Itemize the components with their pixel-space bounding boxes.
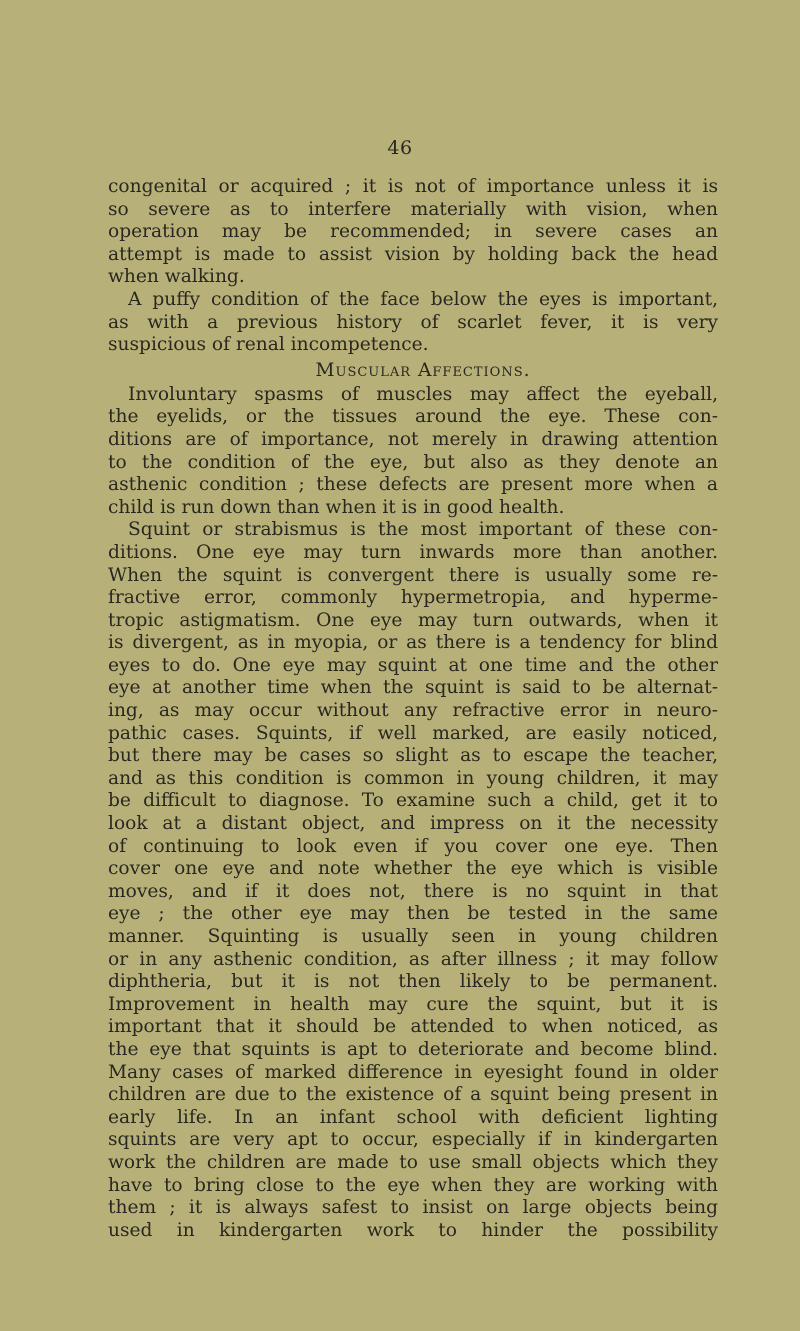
text-line: of continuing to look even if you cover one eye. Then: [108, 835, 718, 857]
text-line: is divergent, as in myopia, or as there is a tendency for blind: [108, 632, 718, 654]
text-line: eye at another time when the squint is said to be alternat-: [108, 677, 718, 699]
text-line: attempt is made to assist vision by holding back the head: [108, 243, 718, 265]
text-line: as with a previous history of scarlet fever, it is very: [108, 311, 718, 333]
text-line: or in any asthenic condition, as after illness ; it may follow: [108, 948, 718, 970]
text-line: moves, and if it does not, there is no squint in that: [108, 880, 718, 902]
text-line: ing, as may occur without any refractive error in neuro-: [108, 700, 718, 722]
text-line: ditions are of importance, not merely in drawing attention: [108, 428, 718, 450]
text-line: when walking.: [108, 266, 245, 288]
text-line: work the children are made to use small objects which they: [108, 1151, 718, 1173]
text-line: ditions. One eye may turn inwards more than another.: [108, 541, 718, 563]
text-line: be difficult to diagnose. To examine such a child, get it to: [108, 790, 718, 812]
paragraph-4: [108, 519, 718, 1242]
text-line: the eye that squints is apt to deteriorate and become blind.: [108, 1038, 718, 1060]
text-line: but there may be cases so slight as to escape the teacher,: [108, 745, 718, 767]
text-line: look at a distant object, and impress on it the necessity: [108, 813, 718, 835]
text-line: important that it should be attended to when noticed, as: [108, 1016, 718, 1038]
text-line: A puffy condition of the face below the eyes is important,: [128, 288, 718, 310]
text-line: the eyelids, or the tissues around the eye. These con-: [108, 406, 718, 428]
text-line: children are due to the existence of a squint being present in: [108, 1084, 718, 1106]
section-heading: Muscular Affections.: [315, 359, 531, 381]
text-line: fractive error, commonly hypermetropia, and hyperme-: [108, 587, 718, 609]
text-line: so severe as to interfere materially with vision, when: [108, 198, 718, 220]
text-line: Involuntary spasms of muscles may affect the eyeball,: [128, 383, 718, 405]
text-line: congenital or acquired ; it is not of importance unless it is: [108, 176, 718, 197]
text-line: asthenic condition ; these defects are present more when a: [108, 474, 718, 496]
text-line: them ; it is always safest to insist on large objects being: [108, 1197, 718, 1219]
text-line: Many cases of marked difference in eyesight found in older: [108, 1061, 718, 1083]
text-line: diphtheria, but it is not then likely to be permanent.: [108, 971, 718, 993]
text-line: manner. Squinting is usually seen in young children: [108, 926, 718, 947]
text-line: cover one eye and note whether the eye which is visible: [108, 858, 718, 880]
paragraph-1: [108, 176, 718, 289]
text-line: squints are very apt to occur, especially if in kindergarten: [108, 1129, 718, 1151]
text-line: pathic cases. Squints, if well marked, are easily noticed,: [108, 722, 718, 744]
text-line: suspicious of renal incompetence.: [108, 334, 429, 356]
text-line: have to bring close to the eye when they are working with: [108, 1174, 718, 1196]
text-line: early life. In an infant school with deficient lighting: [108, 1106, 718, 1128]
text-line: When the squint is convergent there is usually some re-: [108, 564, 718, 586]
text-line: to the condition of the eye, but also as they denote an: [108, 451, 718, 473]
paragraph-3: [108, 384, 718, 520]
text-line: tropic astigmatism. One eye may turn outwards, when it: [108, 609, 718, 631]
text-line: eye ; the other eye may then be tested in the same: [108, 903, 718, 925]
page-number: 46: [387, 137, 413, 159]
text-line: used in kindergarten work to hinder the possibility: [108, 1219, 718, 1241]
text-line: eyes to do. One eye may squint at one time and the other: [108, 654, 718, 676]
body-text: [108, 176, 718, 1242]
text-line: and as this condition is common in young children, it may: [108, 767, 718, 789]
paragraph-2: [108, 289, 718, 357]
text-line: Squint or strabismus is the most important of these con-: [128, 519, 718, 541]
text-line: Improvement in health may cure the squint, but it is: [108, 993, 718, 1015]
text-line: child is run down than when it is in good health.: [108, 496, 565, 518]
text-line: operation may be recommended; in severe cases an: [108, 221, 718, 243]
